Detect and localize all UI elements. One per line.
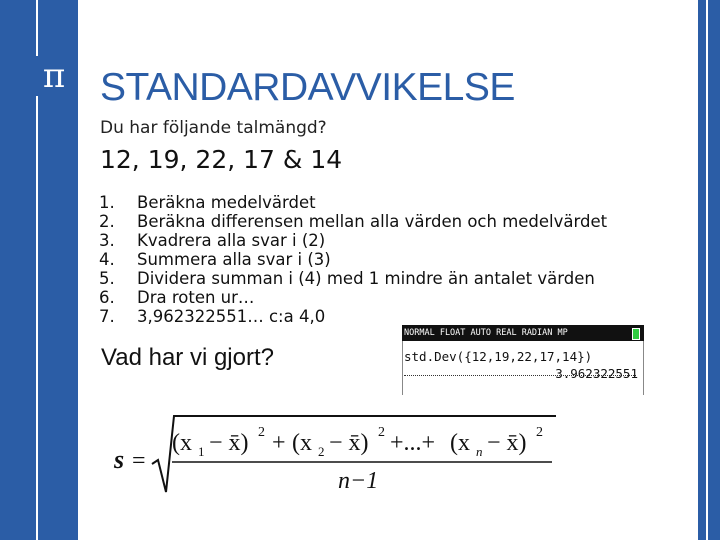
term1-open: (x bbox=[172, 430, 192, 456]
term2-square: 2 bbox=[378, 425, 385, 440]
number-set: 12, 19, 22, 17 & 14 bbox=[100, 145, 343, 174]
step-number: 5. bbox=[99, 269, 115, 288]
step-text: Beräkna differensen mellan alla värden och medelvärdet bbox=[137, 212, 608, 231]
step-number: 7. bbox=[99, 307, 115, 326]
ellipsis-plus: +...+ bbox=[390, 430, 436, 456]
battery-icon bbox=[632, 328, 640, 340]
step-item bbox=[99, 250, 607, 269]
calculator-status-bar: NORMAL FLOAT AUTO REAL RADIAN MP bbox=[402, 325, 644, 341]
termn-close: − x̄) bbox=[487, 430, 527, 456]
step-text: Kvadrera alla svar i (2) bbox=[137, 231, 326, 250]
calculator-result: 3.962322551 bbox=[555, 366, 638, 381]
std-dev-formula bbox=[110, 412, 560, 497]
steps-list bbox=[99, 193, 607, 326]
question-text: Vad har vi gjort? bbox=[101, 344, 274, 371]
step-item bbox=[99, 269, 607, 288]
step-number: 2. bbox=[99, 212, 115, 231]
formula-lhs: s bbox=[114, 445, 125, 474]
step-text: Dividera summan i (4) med 1 mindre än antalet värden bbox=[137, 269, 595, 288]
step-item bbox=[99, 231, 607, 250]
slide-subtitle: Du har följande talmängd? bbox=[100, 118, 327, 138]
term1-close: − x̄) bbox=[209, 430, 249, 456]
step-number: 4. bbox=[99, 250, 115, 269]
calculator-border-right bbox=[643, 341, 644, 395]
termn-subscript: n bbox=[476, 444, 483, 459]
step-text: Dra roten ur… bbox=[137, 288, 255, 307]
term2-subscript: 2 bbox=[318, 444, 325, 459]
step-item bbox=[99, 193, 607, 212]
denominator: n−1 bbox=[338, 468, 379, 494]
step-item bbox=[99, 212, 607, 231]
pi-logo: π bbox=[30, 56, 78, 96]
termn-square: 2 bbox=[536, 425, 543, 440]
calculator-input: std.Dev({12,19,22,17,14}) bbox=[404, 349, 593, 364]
step-number: 3. bbox=[99, 231, 115, 250]
step-text: 3,962322551… c:a 4,0 bbox=[137, 307, 326, 326]
plus-sign-1: + bbox=[272, 430, 286, 456]
step-item bbox=[99, 288, 607, 307]
step-text: Summera alla svar i (3) bbox=[137, 250, 331, 269]
step-number: 6. bbox=[99, 288, 115, 307]
term2-close: − x̄) bbox=[329, 430, 369, 456]
step-item bbox=[99, 307, 607, 326]
calculator-screenshot bbox=[402, 325, 644, 395]
slide-title: STANDARDAVVIKELSE bbox=[100, 66, 515, 109]
step-text: Beräkna medelvärdet bbox=[137, 193, 316, 212]
term1-square: 2 bbox=[258, 425, 265, 440]
termn-open: (x bbox=[450, 430, 470, 456]
right-accent-band bbox=[698, 0, 720, 540]
term1-subscript: 1 bbox=[198, 444, 205, 459]
term2-open: (x bbox=[292, 430, 312, 456]
step-number: 1. bbox=[99, 193, 115, 212]
formula-equals: = bbox=[132, 448, 146, 474]
calculator-border-left bbox=[402, 341, 403, 395]
